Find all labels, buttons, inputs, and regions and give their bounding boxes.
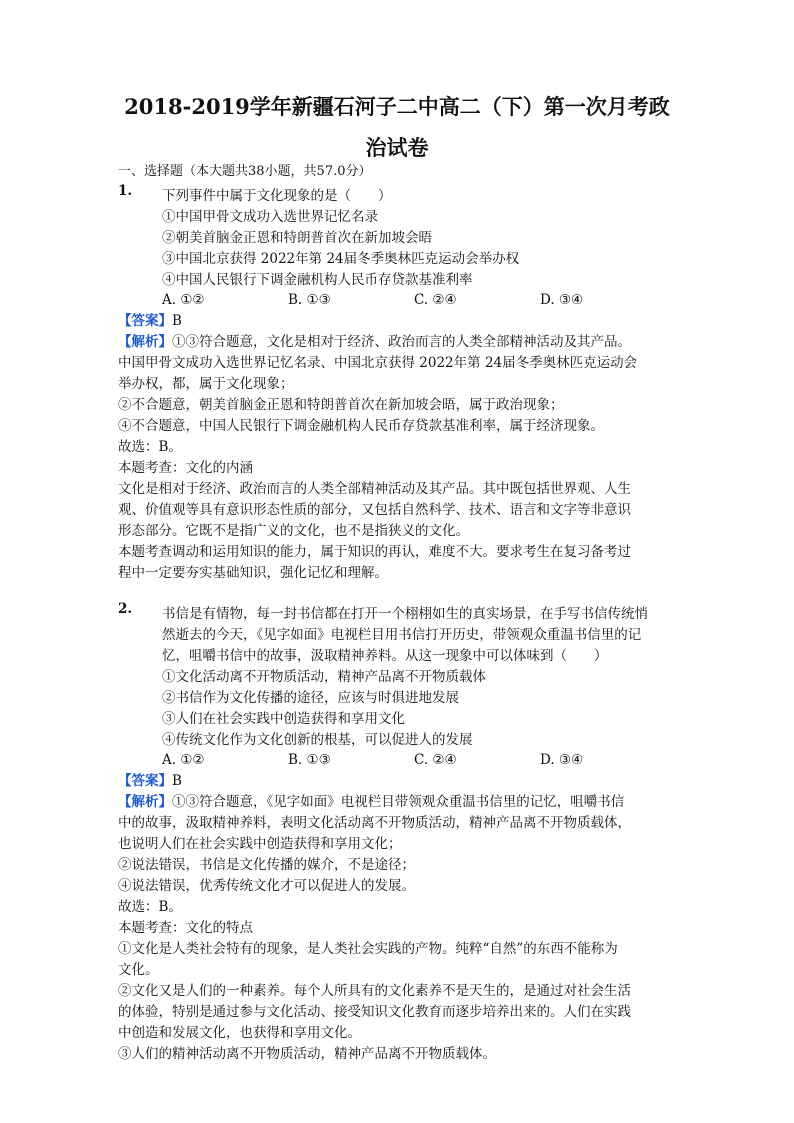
analysis-line: 中创造和发展文化，也获得和享用文化。 <box>118 1025 361 1041</box>
option-d: D. ③④ <box>540 292 584 308</box>
analysis-line: 故选：B。 <box>118 899 182 915</box>
question-1-number: 1. <box>118 183 133 199</box>
answer-value: B <box>172 313 182 329</box>
analysis-line: 本题考查：文化的特点 <box>118 920 253 936</box>
question-2-item: ①文化活动离不开物质活动，精神产品离不开物质载体 <box>162 669 486 685</box>
analysis-tag: 【解析】 <box>118 794 172 810</box>
analysis-line: ②不合题意，朝美首脑金正恩和特朗普首次在新加坡会晤，属于政治现象； <box>118 397 564 413</box>
question-1-item: ③中国北京获得 2022年第 24届冬季奥林匹克运动会举办权 <box>162 251 520 267</box>
section-heading: 一、选择题（本大题共38小题，共57.0分） <box>118 164 372 179</box>
analysis-line: 的体验，特别是通过参与文化活动、接受知识文化教育而逐步培养出来的。人们在实践 <box>118 1004 631 1020</box>
analysis-line: 程中一定要夯实基础知识，强化记忆和理解。 <box>118 565 388 581</box>
option-c: C. ②④ <box>414 292 457 308</box>
question-2-stem: 书信是有情物，每一封书信都在打开一个栩栩如生的真实场景，在手写书信传统悄 <box>162 606 648 622</box>
question-1-item: ②朝美首脑金正恩和特朗普首次在新加坡会晤 <box>162 230 432 246</box>
analysis-line: 观、价值观等具有意识形态性质的部分，又包括自然科学、技术、语言和文字等非意识 <box>118 502 631 518</box>
analysis-line: 形态部分。它既不是指广义的文化，也不是指狭义的文化。 <box>118 523 469 539</box>
analysis-line: ④不合题意，中国人民银行下调金融机构人民币存贷款基准利率，属于经济现象。 <box>118 418 604 434</box>
question-2-answer <box>118 771 182 791</box>
analysis-line: 本题考查调动和运用知识的能力，属于知识的再认，难度不大。要求考生在复习备考过 <box>118 544 631 560</box>
answer-tag: 【答案】 <box>118 313 172 329</box>
exam-title-line1: 2018-2019学年新疆石河子二中高二（下）第一次月考政 <box>124 94 670 119</box>
analysis-line: ④说法错误，优秀传统文化才可以促进人的发展。 <box>118 878 415 894</box>
option-c: C. ②④ <box>414 752 457 768</box>
question-1-item: ①中国甲骨文成功入选世界记忆名录 <box>162 209 378 225</box>
analysis-text: ①③符合题意，《见字如面》电视栏目带领观众重温书信里的记忆，咀嚼书信 <box>172 794 625 810</box>
question-2-stem: 然逝去的今天，《见字如面》电视栏目用书信打开历史，带领观众重温书信里的记 <box>162 627 642 643</box>
option-d: D. ③④ <box>540 752 584 768</box>
analysis-line: 本题考查：文化的内涵 <box>118 460 253 476</box>
question-2-item: ③人们在社会实践中创造获得和享用文化 <box>162 711 405 727</box>
analysis-text: ①③符合题意，文化是相对于经济、政治而言的人类全部精神活动及其产品。 <box>172 334 631 350</box>
answer-tag: 【答案】 <box>118 773 172 789</box>
analysis-line: ②文化又是人们的一种素养。每个人所具有的文化素养不是天生的，是通过对社会生活 <box>118 983 631 999</box>
question-1-stem: 下列事件中属于文化现象的是（ ） <box>162 188 392 204</box>
analysis-line: ②说法错误，书信是文化传播的媒介，不是途径； <box>118 857 415 873</box>
question-1-item: ④中国人民银行下调金融机构人民币存贷款基准利率 <box>162 272 473 288</box>
question-1-analysis-first <box>118 332 631 352</box>
analysis-line: 故选：B。 <box>118 439 182 455</box>
analysis-line: 文化。 <box>118 962 159 978</box>
analysis-line: 文化是相对于经济、政治而言的人类全部精神活动及其产品。其中既包括世界观、人生 <box>118 481 631 497</box>
question-2-item: ②书信作为文化传播的途径，应该与时俱进地发展 <box>162 690 459 706</box>
analysis-line: ①文化是人类社会特有的现象，是人类社会实践的产物。纯粹“自然”的东西不能称为 <box>118 941 618 957</box>
question-1-answer <box>118 311 182 331</box>
answer-value: B <box>172 773 182 789</box>
analysis-line: 中国甲骨文成功入选世界记忆名录、中国北京获得 2022年第 24届冬季奥林匹克运动会 <box>118 355 638 371</box>
exam-title-line2: 治试卷 <box>365 135 429 160</box>
question-2-number: 2. <box>118 601 133 617</box>
question-2-stem: 忆，咀嚼书信中的故事，汲取精神养料。从这一现象中可以体味到（ ） <box>162 648 608 664</box>
analysis-line: 举办权，都，属于文化现象； <box>118 376 294 392</box>
analysis-tag: 【解析】 <box>118 334 172 350</box>
option-b: B. ①③ <box>288 752 331 768</box>
option-a: A. ①② <box>162 752 205 768</box>
question-2-analysis-first <box>118 792 624 812</box>
option-b: B. ①③ <box>288 292 331 308</box>
question-2-item: ④传统文化作为文化创新的根基，可以促进人的发展 <box>162 732 473 748</box>
analysis-line: ③人们的精神活动离不开物质活动，精神产品离不开物质载体。 <box>118 1046 496 1062</box>
option-a: A. ①② <box>162 292 205 308</box>
analysis-line: 中的故事，汲取精神养料，表明文化活动离不开物质活动，精神产品离不开物质载体， <box>118 815 631 831</box>
analysis-line: 也说明人们在社会实践中创造获得和享用文化； <box>118 836 402 852</box>
